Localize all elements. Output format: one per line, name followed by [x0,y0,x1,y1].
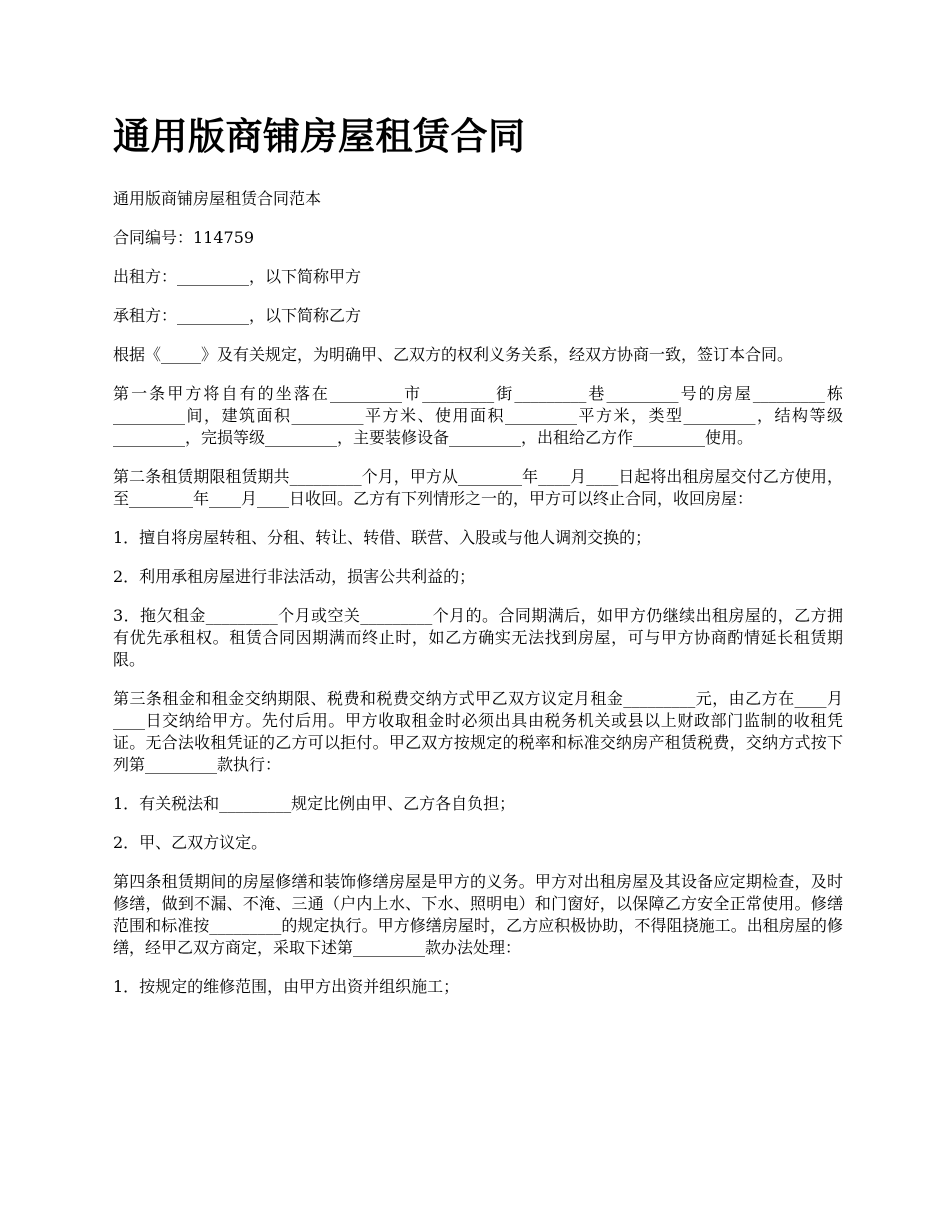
article-2-item-3: 3．拖欠租金_________个月或空关_________个月的。合同期满后，如甲方仍继续出租房屋的，乙方拥有优先承租权。租赁合同因期满而终止时，如乙方确实无法找到房屋，可与甲方协商酌情延长租赁期限。 [113,606,843,669]
article-3-item-2: 2．甲、乙双方议定。 [113,833,268,852]
article-2-item-2: 2．利用承租房屋进行非法活动，损害公共利益的； [113,567,476,586]
article-3-item-1: 1．有关税法和_________规定比例由甲、乙方各自负担； [113,794,516,813]
document-page [113,112,843,1015]
lessee-paragraph: 承租方：_________，以下简称乙方 [113,306,362,325]
article-2-item-1: 1．擅自将房屋转租、分租、转让、转借、联营、入股或与他人调剂交换的； [113,528,652,547]
article-3-paragraph: 第三条租金和租金交纳期限、税费和税费交纳方式甲乙双方议定月租金_________元，由乙方在____月____日交纳给甲方。先付后用。甲方收取租金时必须出具由税务机关或县以上财政部门监制的收租凭证。无合法收租凭证的乙方可以拒付。甲乙双方按规定的税率和标准交纳房产租赁税费，交纳方式按下列第_________款执行： [113,689,843,774]
contract-number-paragraph: 合同编号：114759 [113,228,255,247]
lessor-paragraph: 出租方：_________，以下简称甲方 [113,267,362,286]
subtitle-paragraph: 通用版商铺房屋租赁合同范本 [113,189,322,208]
document-title: 通用版商铺房屋租赁合同 [113,114,526,158]
article-1-paragraph: 第一条甲方将自有的坐落在_________市_________街_________巷_________号的房屋_________栋_________间，建筑面积_________平方米、使用面积_________平方米，类型_________，结构等级_________，完损等级_________，主要装修设备_________，出租给乙方作_________使用。 [113,384,843,447]
preamble-paragraph: 根据《_____》及有关规定，为明确甲、乙双方的权利义务关系，经双方协商一致，签订本合同。 [113,345,794,364]
article-4-paragraph: 第四条租赁期间的房屋修缮和装饰修缮房屋是甲方的义务。甲方对出租房屋及其设备应定期检查，及时修缮，做到不漏、不淹、三通（户内上水、下水、照明电）和门窗好，以保障乙方安全正常使用。修缮范围和标准按_________的规定执行。甲方修缮房屋时，乙方应积极协助，不得阻挠施工。出租房屋的修缮，经甲乙双方商定，采取下述第_________款办法处理： [113,872,843,957]
article-4-item-1: 1．按规定的维修范围，由甲方出资并组织施工； [113,977,460,996]
article-2-paragraph: 第二条租赁期限租赁期共_________个月，甲方从________年____月____日起将出租房屋交付乙方使用，至________年____月____日收回。乙方有下列情形之一的，甲方可以终止合同，收回房屋： [113,467,843,508]
